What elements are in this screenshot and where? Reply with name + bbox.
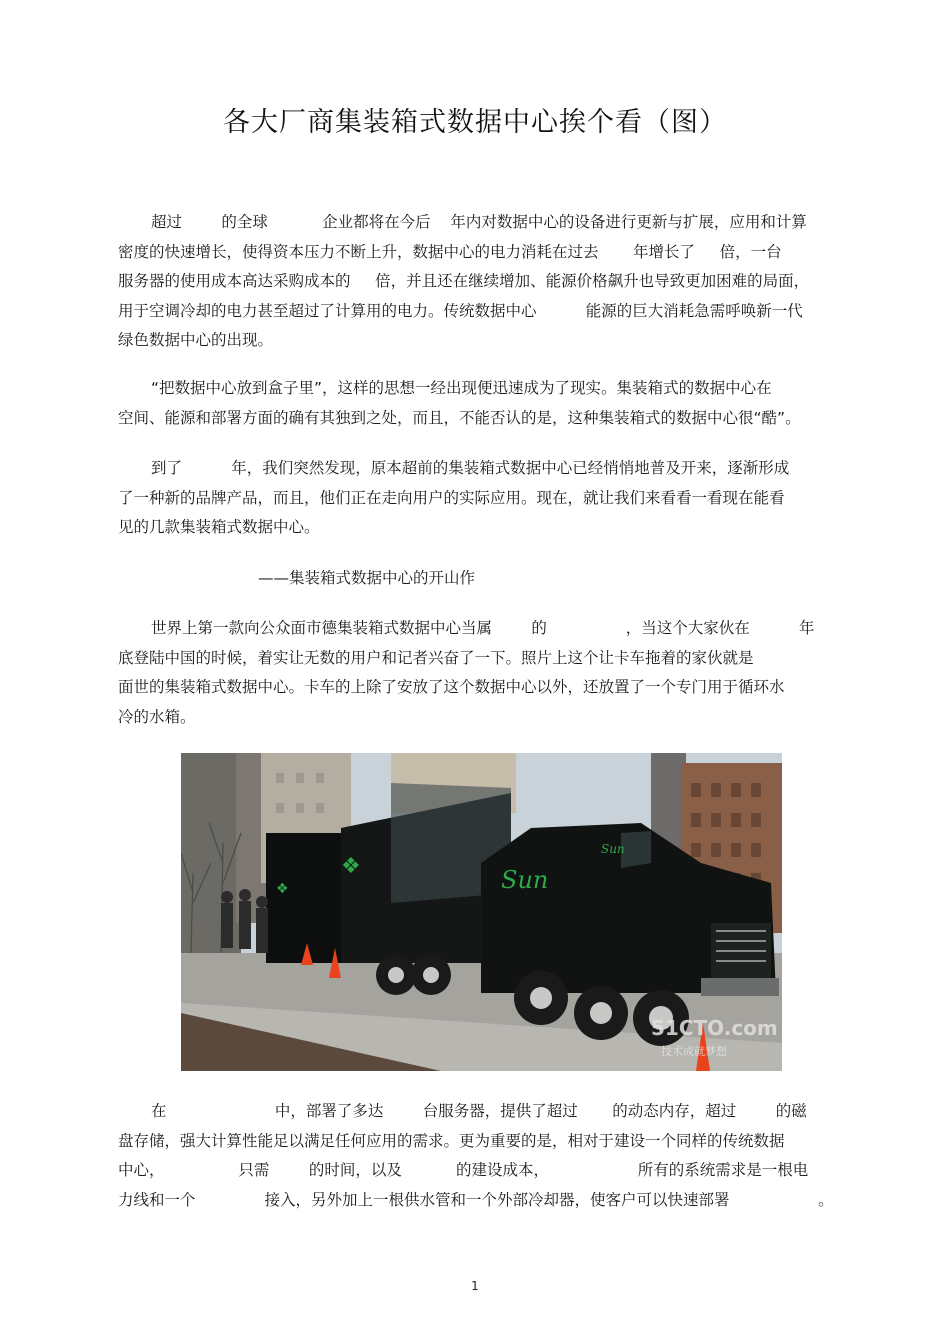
paragraph-4 [118, 614, 848, 732]
truck-photo [181, 753, 782, 1071]
text-line: 力线和一个 接入，另外加上一根供水管和一个外部冷却器，使客户可以快速部署 。 [118, 1190, 834, 1209]
text-line: 了一种新的品牌产品，而且，他们正在走向用户的实际应用。现在，就让我们来看看一看现在能看 [118, 488, 785, 507]
section-subheading: ——集装箱式数据中心的开山作 [258, 569, 476, 587]
watermark-logo: 51CTO.com [651, 1016, 778, 1040]
truck-logo-text: Sun [501, 866, 549, 894]
svg-text:❖: ❖ [276, 881, 289, 897]
text-line: 世界上第一款向公众面市德集装箱式数据中心当属 的 ，当这个大家伙在 年 [151, 619, 815, 637]
paragraph-1 [118, 208, 848, 356]
text-line: 冷的水箱。 [118, 707, 196, 726]
text-line: “把数据中心放到盒子里”，这样的思想一经出现便迅速成为了现实。集装箱式的数据中心在 [151, 379, 772, 397]
text-line: 面世的集装箱式数据中心。卡车的上除了安放了这个数据中心以外，还放置了一个专门用于循环水 [118, 678, 785, 696]
svg-text:❖: ❖ [341, 854, 361, 879]
text-line: 到了 年，我们突然发现，原本超前的集装箱式数据中心已经悄悄地普及开来，逐渐形成 [151, 459, 790, 477]
paragraph-3 [118, 454, 848, 543]
text-line: 服务器的使用成本高达采购成本的 倍，并且还在继续增加、能源价格飙升也导致更加困难的局面， [118, 272, 810, 290]
text-line: 中心， 只需 的时间，以及 的建设成本， 所有的系统需求是一根电 [118, 1161, 809, 1179]
text-line: 空间、能源和部署方面的确有其独到之处，而且，不能否认的是，这种集装箱式的数据中心很“酷”。 [118, 408, 801, 427]
text-line: 绿色数据中心的出现。 [118, 331, 274, 349]
text-line: 用于空调冷却的电力甚至超过了计算用的电力。传统数据中心 能源的巨大消耗急需呼唤新一代 [118, 301, 803, 320]
text-line: 超过 的全球 企业都将在今后 年内对数据中心的设备进行更新与扩展，应用和计算 [151, 213, 807, 231]
document-title: 各大厂商集装箱式数据中心挨个看（图） [223, 107, 727, 138]
paragraph-5 [118, 1097, 848, 1215]
text-line: 盘存储，强大计算性能足以满足任何应用的需求。更为重要的是，相对于建设一个同样的传统数据 [118, 1131, 785, 1150]
text-line: 在 中，部署了多达 台服务器，提供了超过 的动态内存，超过 的磁 [151, 1102, 807, 1120]
text-line: 见的几款集装箱式数据中心。 [118, 518, 320, 536]
text-line: 密度的快速增长，使得资本压力不断上升，数据中心的电力消耗在过去 年增长了 倍，一台 [118, 242, 782, 261]
text-line: 底登陆中国的时候，着实让无数的用户和记者兴奋了一下。照片上这个让卡车拖着的家伙就是 [118, 648, 754, 667]
paragraph-2 [118, 374, 848, 433]
watermark-slogan: 技术成就梦想 [661, 1045, 727, 1058]
page-number: 1 [471, 1279, 479, 1293]
svg-text:Sun: Sun [601, 842, 625, 856]
